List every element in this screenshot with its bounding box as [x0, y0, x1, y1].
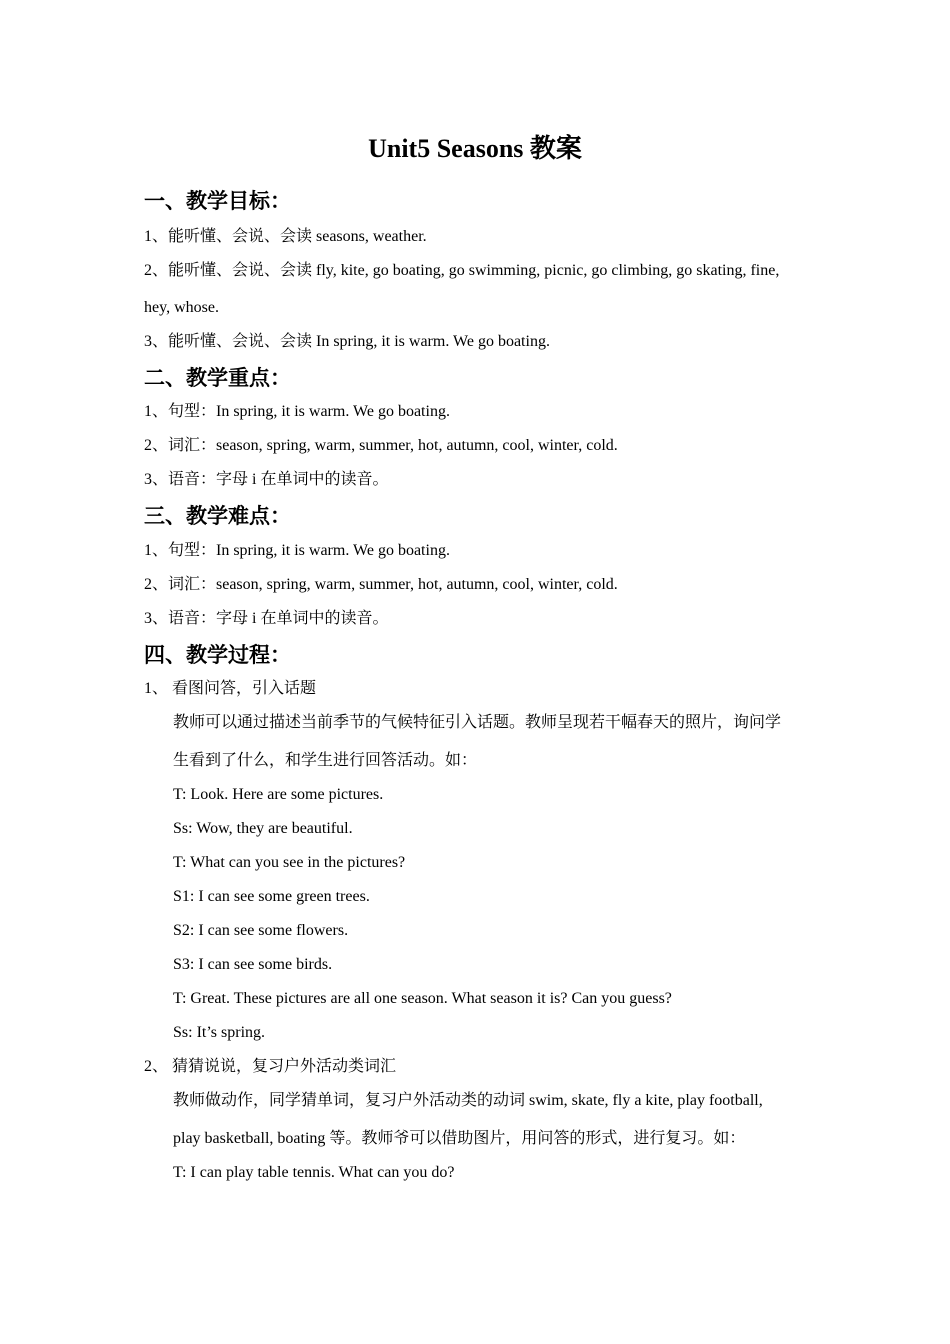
- dialogue-line: T: Great. These pictures are all one season. What season it is? Can you guess?: [173, 990, 672, 1007]
- key-point-item: 3、语音：字母 i 在单词中的读音。: [144, 471, 389, 488]
- objective-item: 3、能听懂、会说、会读 In spring, it is warm. We go boating.: [144, 333, 550, 350]
- section-heading-process: 四、教学过程：: [144, 643, 291, 667]
- dialogue-line: T: Look. Here are some pictures.: [173, 786, 384, 803]
- process-step-description: 教师可以通过描述当前季节的气候特征引入话题。教师呈现若干幅春天的照片，询问学: [173, 714, 782, 731]
- process-step-description: 生看到了什么，和学生进行回答活动。如：: [173, 752, 478, 769]
- process-step-title: 2、 猜猜说说，复习户外活动类词汇: [144, 1058, 397, 1075]
- dialogue-line: S2: I can see some flowers.: [173, 922, 349, 939]
- difficulty-item: 2、词汇：season, spring, warm, summer, hot, autumn, cool, winter, cold.: [144, 576, 618, 593]
- dialogue-line: S3: I can see some birds.: [173, 956, 333, 973]
- dialogue-line: S1: I can see some green trees.: [173, 888, 370, 905]
- objective-item: 1、能听懂、会说、会读 seasons, weather.: [144, 228, 427, 245]
- dialogue-line: T: I can play table tennis. What can you do?: [173, 1164, 455, 1181]
- dialogue-line: Ss: It’s spring.: [173, 1024, 266, 1041]
- section-heading-difficulties: 三、教学难点：: [144, 504, 291, 528]
- difficulty-item: 3、语音：字母 i 在单词中的读音。: [144, 610, 389, 627]
- difficulty-item: 1、句型：In spring, it is warm. We go boating.: [144, 542, 450, 559]
- key-point-item: 2、词汇：season, spring, warm, summer, hot, autumn, cool, winter, cold.: [144, 437, 618, 454]
- process-step-description: play basketball, boating 等。教师爷可以借助图片，用问答的形式，进行复习。如：: [173, 1130, 746, 1147]
- section-heading-key-points: 二、教学重点：: [144, 366, 291, 390]
- page-title: Unit5 Seasons 教案: [368, 134, 582, 163]
- dialogue-line: T: What can you see in the pictures?: [173, 854, 406, 871]
- objective-item-continuation: hey, whose.: [144, 299, 219, 316]
- process-step-title: 1、 看图问答，引入话题: [144, 680, 317, 697]
- dialogue-line: Ss: Wow, they are beautiful.: [173, 820, 353, 837]
- process-step-description: 教师做动作，同学猜单词，复习户外活动类的动词 swim, skate, fly a kite, play football,: [173, 1092, 763, 1109]
- key-point-item: 1、句型：In spring, it is warm. We go boating.: [144, 403, 450, 420]
- section-heading-objectives: 一、教学目标：: [144, 189, 291, 213]
- objective-item: 2、能听懂、会说、会读 fly, kite, go boating, go swimming, picnic, go climbing, go skating, fine,: [144, 262, 780, 279]
